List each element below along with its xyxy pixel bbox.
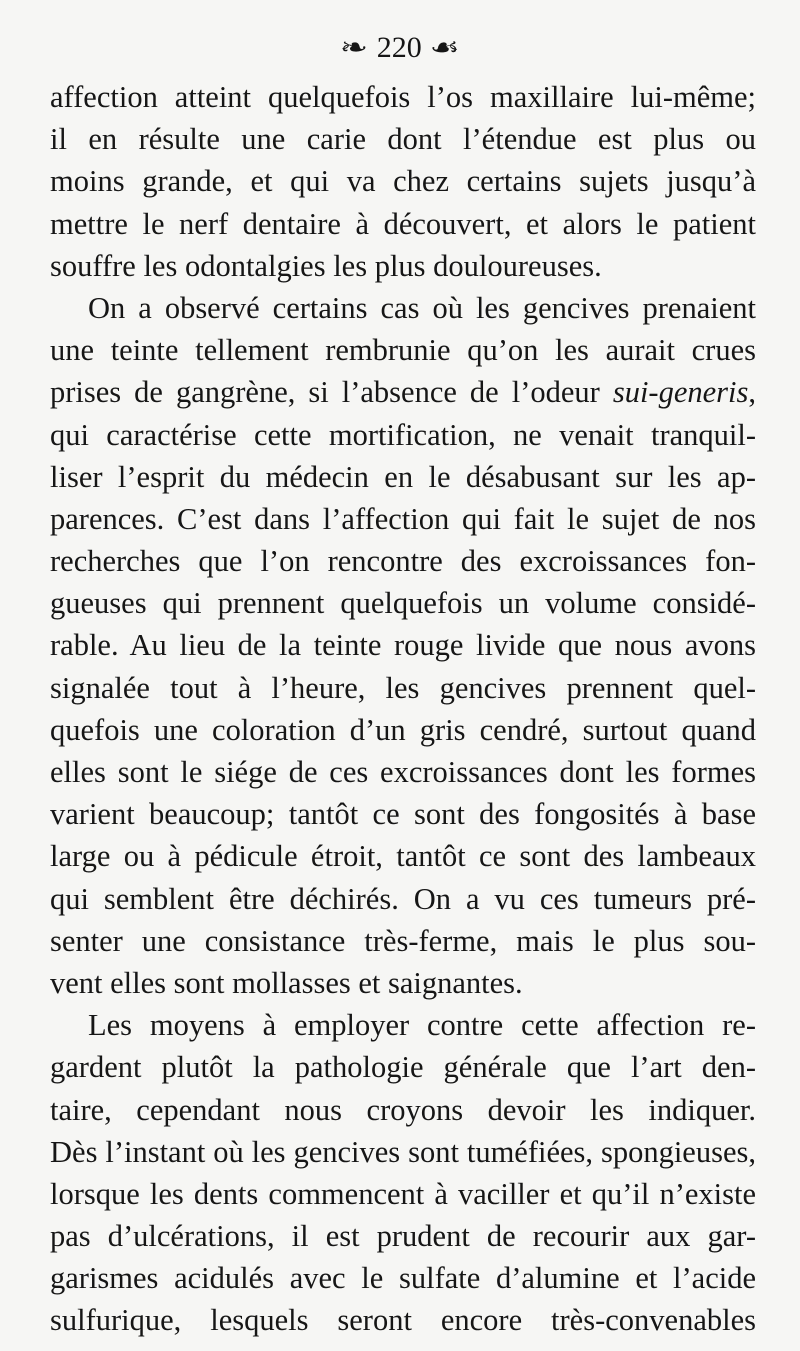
text-line: lorsque les dents commencent à vaciller et qu’il n’existe [50,1176,756,1211]
body-text [50,76,756,1342]
text-line: mettre le nerf dentaire à découvert, et alors le patient [50,206,756,241]
text-line: il en résulte une carie dont l’étendue est plus ou [50,122,756,157]
text-line: prises de gangrène, si l’absence de l’odeur sui-generis, [50,375,756,410]
text-line: garismes acidulés avec le sulfate d’alumine et l’acide [50,1261,756,1296]
text-line: gueuses qui prennent quelquefois un volume considé- [50,586,756,621]
text-line: qui caractérise cette mortification, ne venait tranquil- [50,417,756,452]
page-number: 220 [376,31,422,65]
text-line: rable. Au lieu de la teinte rouge livide que nous avons [50,628,756,663]
left-ornament-icon: ❧ [340,33,369,63]
text-line: vent elles sont mollasses et saignantes. [50,965,523,1000]
text-line: senter une consistance très-ferme, mais le plus sou- [50,923,756,958]
text-line: On a observé certains cas où les gencives prenaient [88,290,756,325]
text-line: Dès l’instant où les gencives sont tuméfiées, spongieuses, [50,1134,756,1169]
text-line: pas d’ulcérations, il est prudent de recourir aux gar- [50,1219,756,1254]
text-line: signalée tout à l’heure, les gencives prennent quel- [50,670,756,705]
text-line: moins grande, et qui va chez certains sujets jusqu’à [50,164,756,199]
text-line: liser l’esprit du médecin en le désabusant sur les ap- [50,459,756,494]
text-line: varient beaucoup; tantôt ce sont des fongosités à base [50,797,756,832]
text-line: sulfurique, lesquels seront encore très-convenables [50,1303,756,1338]
text-line: elles sont le siége de ces excroissances dont les formes [50,755,756,789]
text-line: recherches que l’on rencontre des excroissances fon- [50,544,756,579]
text-line: parences. C’est dans l’affection qui fait le sujet de nos [50,501,756,536]
text-line: gardent plutôt la pathologie générale que l’art den- [50,1050,756,1085]
text-line: une teinte tellement rembrunie qu’on les aurait crues [50,333,756,368]
text-line: souffre les odontalgies les plus douloureuses. [50,248,602,283]
text-line: taire, cependant nous croyons devoir les indiquer. [50,1092,756,1127]
text-line: Les moyens à employer contre cette affection re- [88,1008,756,1043]
italic-term: sui-generis [612,375,749,410]
right-ornament-icon: ☙ [429,33,461,63]
page-header [0,26,800,68]
text-line: affection atteint quelquefois l’os maxillaire lui-même; [50,80,756,114]
text-line: large ou à pédicule étroit, tantôt ce sont des lambeaux [50,839,756,874]
text-line: quefois une coloration d’un gris cendré, surtout quand [50,712,756,747]
text-line: qui semblent être déchirés. On a vu ces tumeurs pré- [50,881,756,916]
